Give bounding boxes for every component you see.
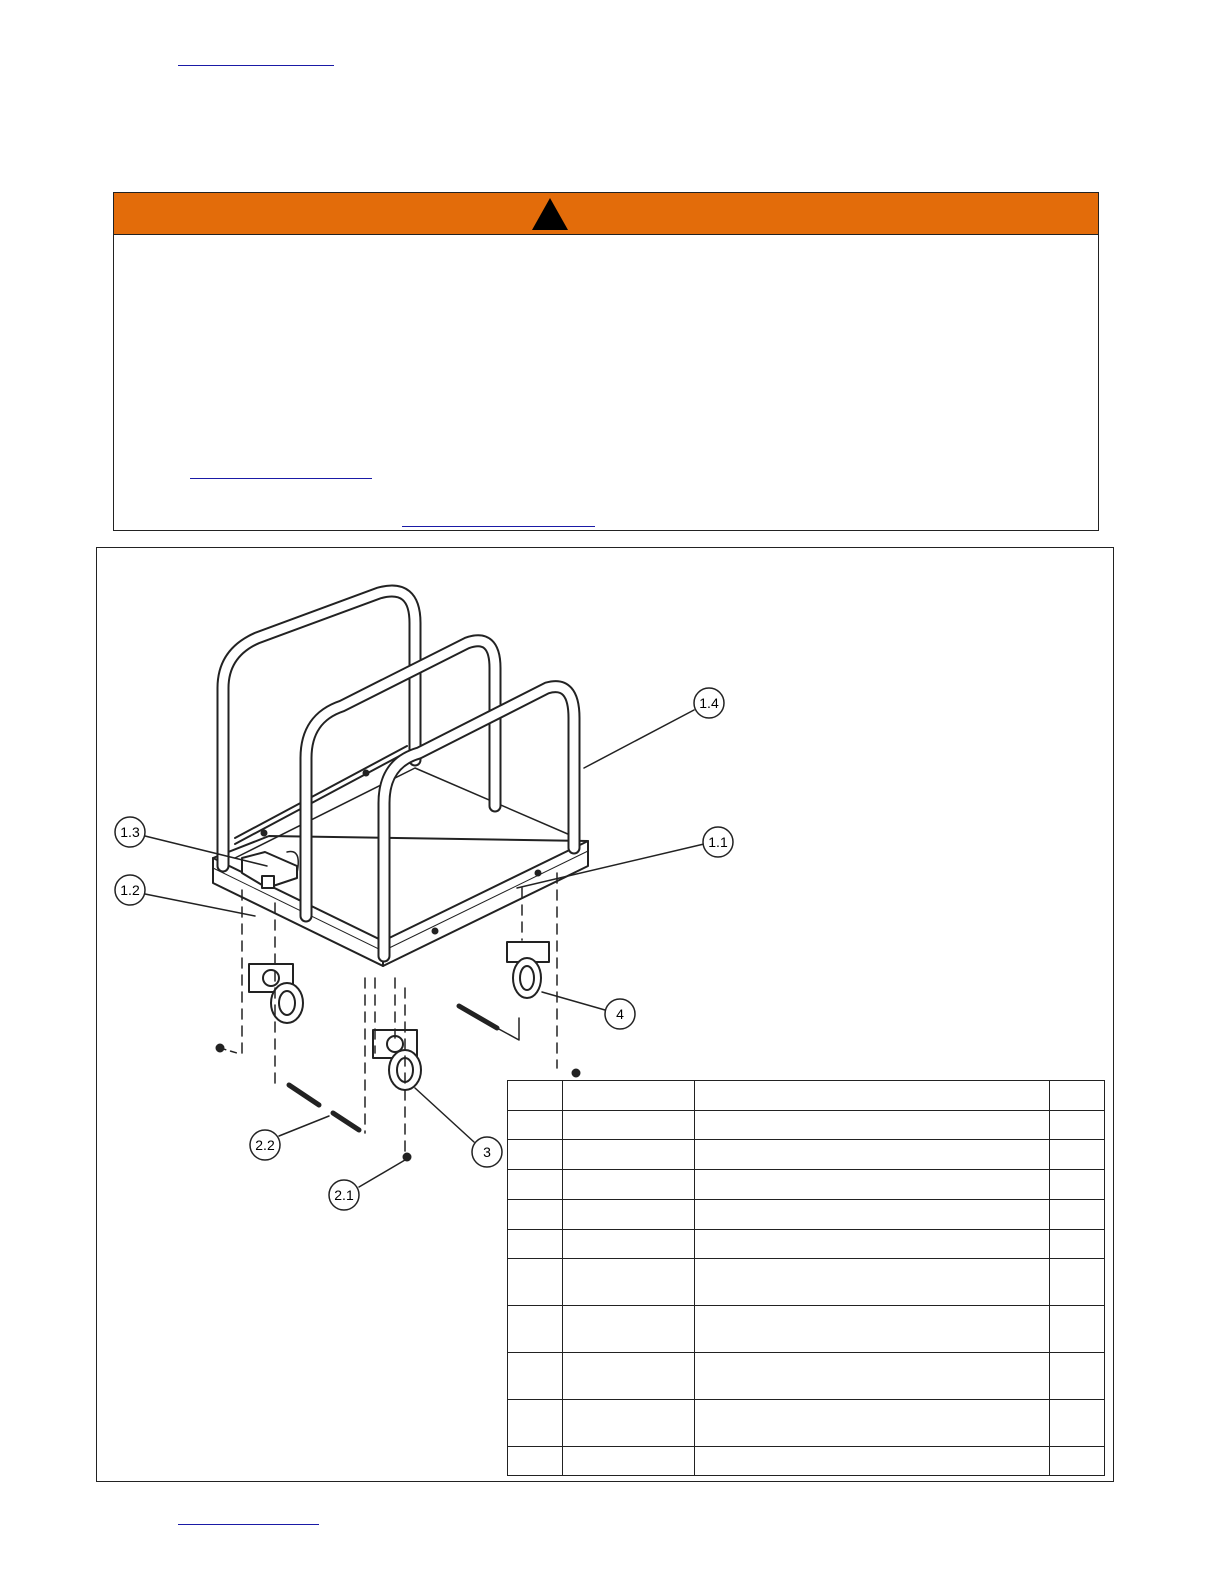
- table-row: [508, 1111, 1105, 1140]
- caster-rear-left: [249, 964, 303, 1023]
- warning-link-1[interactable]: [190, 478, 372, 479]
- bottom-link[interactable]: [178, 1524, 319, 1525]
- callout-label: 4: [616, 1006, 624, 1022]
- callout-label: 3: [483, 1144, 491, 1160]
- table-row: [508, 1400, 1105, 1447]
- callout-label: 2.1: [334, 1187, 354, 1203]
- caster-rigid: [507, 942, 549, 998]
- table-row: [508, 1230, 1105, 1259]
- callout-label: 1.2: [120, 882, 140, 898]
- callout-label: 1.1: [708, 834, 728, 850]
- table-row: [508, 1353, 1105, 1400]
- warning-panel: [113, 192, 1099, 531]
- warning-triangle-icon: [530, 196, 570, 232]
- top-link[interactable]: [178, 65, 334, 66]
- warning-header: [114, 193, 1098, 235]
- warning-link-2[interactable]: [402, 526, 595, 527]
- callout-label: 1.3: [120, 824, 140, 840]
- callout-label: 2.2: [255, 1137, 275, 1153]
- table-row: [508, 1200, 1105, 1230]
- table-header-row: [508, 1081, 1105, 1111]
- table-row: [508, 1170, 1105, 1200]
- table-row: [508, 1447, 1105, 1476]
- table-row: [508, 1259, 1105, 1306]
- assembly-figure: [96, 547, 1114, 1482]
- table-row: [508, 1306, 1105, 1353]
- table-row: [508, 1140, 1105, 1170]
- caster-front: [373, 1030, 421, 1090]
- parts-list-table: [507, 1080, 1105, 1476]
- callout-label: 1.4: [699, 695, 719, 711]
